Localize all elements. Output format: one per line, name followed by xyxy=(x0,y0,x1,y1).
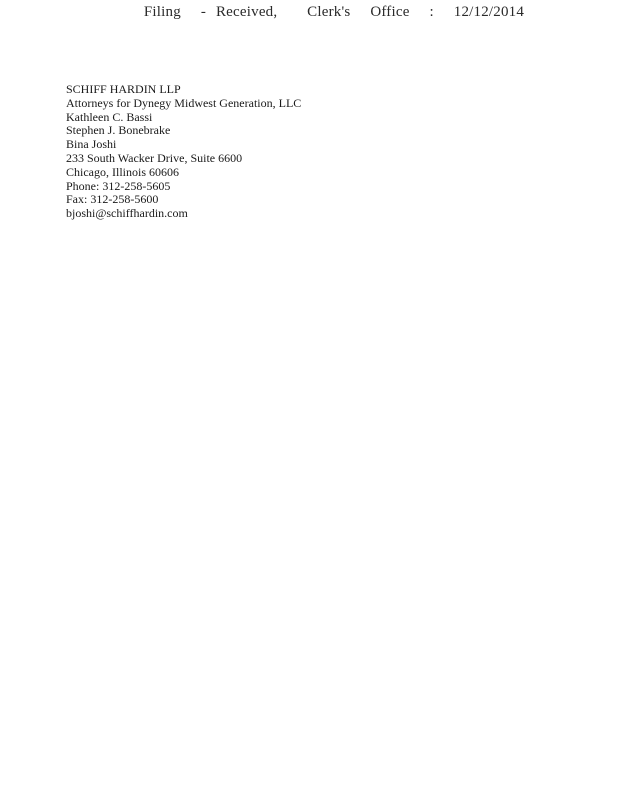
phone-number: Phone: 312-258-5605 xyxy=(66,178,171,193)
client-line: Attorneys for Dynegy Midwest Generation, LLC xyxy=(66,95,302,110)
email-address: bjoshi@schiffhardin.com xyxy=(66,206,188,221)
counsel-address-block xyxy=(66,83,301,221)
street-address: 233 South Wacker Drive, Suite 6600 xyxy=(66,150,243,165)
city-state-zip: Chicago, Illinois 60606 xyxy=(66,164,179,179)
fax-number: Fax: 312-258-5600 xyxy=(66,192,159,207)
attorney-name: Bina Joshi xyxy=(66,137,117,152)
attorney-name: Kathleen C. Bassi xyxy=(66,109,153,124)
filing-stamp: Filing - Received, Clerk's Office : 12/12/2014 xyxy=(143,4,525,20)
firm-name: SCHIFF HARDIN LLP xyxy=(66,82,181,96)
attorney-name: Stephen J. Bonebrake xyxy=(66,123,171,138)
